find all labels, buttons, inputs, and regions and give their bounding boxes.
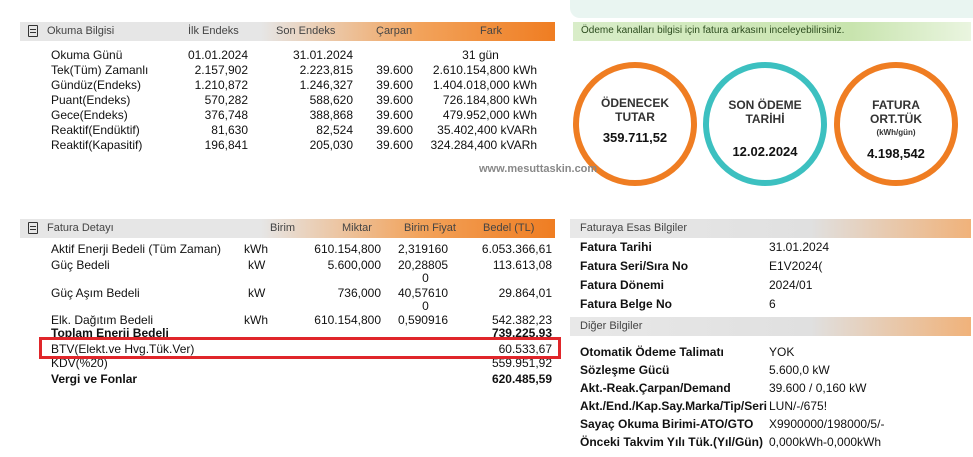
diger-key: Önceki Takvim Yılı Tük.(Yıl/Gün) (580, 435, 763, 449)
okuma-cell-label: Gece(Endeks) (51, 108, 128, 122)
notice-bar (573, 22, 971, 41)
okuma-cell-label: Gündüz(Endeks) (51, 78, 142, 92)
detay-row-label: Aktif Enerji Bedeli (Tüm Zaman) (51, 242, 222, 256)
highlight-box (39, 337, 561, 359)
okuma-cell-fark: 1.404.018,000 kWh (432, 78, 537, 92)
okuma-cell-son: 388,868 (309, 108, 353, 122)
okuma-cell-son: 205,030 (309, 138, 353, 152)
col-son-endeks: Son Endeks (276, 25, 336, 37)
detay-row-fiyat-cont: 0 (422, 299, 429, 313)
detay-row-birim: kW (248, 286, 266, 300)
detay-row-birim: kWh (244, 313, 268, 327)
diger-value: LUN/-/675! (769, 399, 828, 413)
btv-label: BTV(Elekt.ve Hvg.Tük.Ver) (51, 342, 195, 356)
odenecek-value: 359.711,52 (602, 130, 668, 145)
okuma-cell-son: 588,620 (309, 93, 353, 107)
okuma-cell-label: Reaktif(Kapasitif) (51, 138, 143, 152)
diger-value: YOK (769, 345, 795, 359)
odenecek-label-2: TUTAR (615, 110, 655, 124)
detay-title: Fatura Detayı (47, 222, 114, 234)
col-carpan: Çarpan (376, 25, 413, 37)
diger-value: 39.600 / 0,160 kW (769, 381, 867, 395)
okuma-cell-son: 31.01.2024 (292, 48, 353, 62)
watermark: www.mesuttaskin.com (479, 163, 598, 175)
diger-value: 5.600,0 kW (769, 363, 830, 377)
esas-header (570, 219, 971, 238)
okuma-header (20, 22, 555, 41)
esas-value: E1V2024( (769, 259, 823, 273)
okuma-cell-ilk: 196,841 (204, 138, 248, 152)
diger-title: Diğer Bilgiler (580, 320, 643, 332)
okuma-cell-ilk: 1.210,872 (194, 78, 248, 92)
ort-value: 4.198,542 (867, 146, 925, 161)
ortalama-tuketim-circle (834, 62, 958, 186)
okuma-cell-ilk: 570,282 (204, 93, 248, 107)
esas-key: Fatura Seri/Sıra No (580, 259, 689, 273)
detay-row-miktar: 736,000 (337, 286, 381, 300)
ort-label-1: FATURA (872, 98, 920, 112)
okuma-cell-label: Okuma Günü (51, 48, 123, 62)
col-miktar: Miktar (342, 222, 372, 234)
detay-row-birim: kWh (244, 242, 268, 256)
detay-row-bedel: 6.053.366,61 (481, 242, 552, 256)
detay-row-bedel: 113.613,08 (492, 258, 552, 272)
diger-key: Akt./End./Kap.Say.Marka/Tip/Seri (580, 399, 767, 413)
diger-header (570, 317, 971, 336)
okuma-cell-carpan: 39.600 (376, 93, 413, 107)
detay-row-bedel: 542.382,23 (491, 313, 552, 327)
okuma-cell-ilk: 81,630 (211, 123, 248, 137)
okuma-cell-fark: 479.952,000 kWh (442, 108, 537, 122)
detay-row-label: Güç Aşım Bedeli (51, 286, 140, 300)
diger-key: Sözleşme Gücü (580, 363, 670, 377)
col-birim: Birim (270, 222, 296, 234)
diger-value: 0,000kWh-0,000kWh (769, 435, 882, 449)
detay-row-miktar: 5.600,000 (327, 258, 381, 272)
esas-title: Faturaya Esas Bilgiler (580, 222, 687, 234)
kdv-label: KDV(%20) (51, 356, 108, 370)
okuma-cell-carpan: 39.600 (376, 108, 413, 122)
okuma-cell-son: 1.246,327 (299, 78, 353, 92)
document-icon (28, 222, 38, 234)
okuma-cell-fark: 726.184,800 kWh (442, 93, 537, 107)
okuma-cell-son: 2.223,815 (299, 63, 353, 77)
col-birim-fiyat: Birim Fiyat (404, 222, 456, 234)
son-odeme-circle (703, 62, 827, 186)
detay-row-miktar: 610.154,800 (314, 242, 381, 256)
esas-key: Fatura Dönemi (580, 278, 665, 292)
ort-label-2: ORT.TÜK (870, 112, 922, 126)
detay-row-fiyat: 0,590916 (397, 313, 448, 327)
okuma-cell-carpan: 39.600 (376, 63, 413, 77)
okuma-cell-label: Tek(Tüm) Zamanlı (51, 63, 149, 77)
detay-row-label: Güç Bedeli (51, 258, 110, 272)
detay-row-fiyat: 40,57610 (398, 286, 449, 300)
son-odeme-label-1: SON ÖDEME (728, 98, 802, 112)
btv-value: 60.533,67 (498, 342, 552, 356)
okuma-cell-label: Reaktif(Endüktif) (51, 123, 140, 137)
esas-value: 2024/01 (769, 278, 813, 292)
ort-label-3: (kWh/gün) (876, 128, 916, 137)
col-bedel: Bedel (TL) (483, 222, 535, 234)
detay-row-fiyat: 20,28805 (398, 258, 449, 272)
vergi-label: Vergi ve Fonlar (51, 372, 138, 386)
detay-header (20, 219, 555, 238)
okuma-cell-carpan: 39.600 (376, 138, 413, 152)
okuma-cell-fark: 2.610.154,800 kWh (432, 63, 537, 77)
odenecek-label-1: ÖDENECEK (600, 96, 669, 110)
diger-value: X9900000/198000/5/- (769, 417, 885, 431)
esas-value: 6 (769, 297, 776, 311)
notice-text: Ödeme kanalları bilgisi için fatura arkasını inceleyebilirsiniz. (581, 25, 845, 36)
diger-key: Sayaç Okuma Birimi-ATO/GTO (580, 417, 754, 431)
okuma-cell-carpan: 39.600 (376, 123, 413, 137)
okuma-cell-son: 82,524 (316, 123, 353, 137)
son-odeme-label-2: TARİHİ (745, 112, 785, 126)
son-odeme-value: 12.02.2024 (732, 144, 798, 159)
okuma-cell-carpan: 39.600 (376, 78, 413, 92)
kdv-value: 559.951,92 (491, 356, 552, 370)
esas-value: 31.01.2024 (769, 240, 830, 254)
okuma-cell-ilk: 01.01.2024 (187, 48, 248, 62)
vergi-value: 620.485,59 (491, 372, 552, 386)
calculator-icon (28, 25, 38, 37)
diger-key: Otomatik Ödeme Talimatı (580, 345, 724, 359)
detay-row-label: Elk. Dağıtım Bedeli (51, 313, 154, 327)
okuma-cell-fark: 35.402,400 kVARh (437, 123, 537, 137)
detay-row-fiyat-cont: 0 (422, 271, 429, 285)
okuma-cell-fark: 31 gün (462, 48, 499, 62)
detay-row-birim: kW (248, 258, 266, 272)
esas-key: Fatura Tarihi (580, 240, 652, 254)
okuma-cell-fark: 324.284,400 kVARh (430, 138, 537, 152)
detay-row-miktar: 610.154,800 (314, 313, 381, 327)
okuma-title: Okuma Bilgisi (47, 25, 115, 37)
diger-key: Akt.-Reak.Çarpan/Demand (580, 381, 731, 395)
toplam-label: Toplam Enerji Bedeli (51, 326, 169, 340)
col-fark: Fark (480, 25, 502, 37)
detay-row-fiyat: 2,319160 (397, 242, 448, 256)
col-ilk-endeks: İlk Endeks (188, 25, 239, 37)
okuma-cell-label: Puant(Endeks) (51, 93, 131, 107)
toplam-value: 739.225,93 (491, 326, 552, 340)
top-right-panel (570, 0, 973, 18)
okuma-cell-ilk: 376,748 (204, 108, 248, 122)
detay-row-bedel: 29.864,01 (498, 286, 552, 300)
esas-key: Fatura Belge No (580, 297, 673, 311)
okuma-cell-ilk: 2.157,902 (194, 63, 248, 77)
